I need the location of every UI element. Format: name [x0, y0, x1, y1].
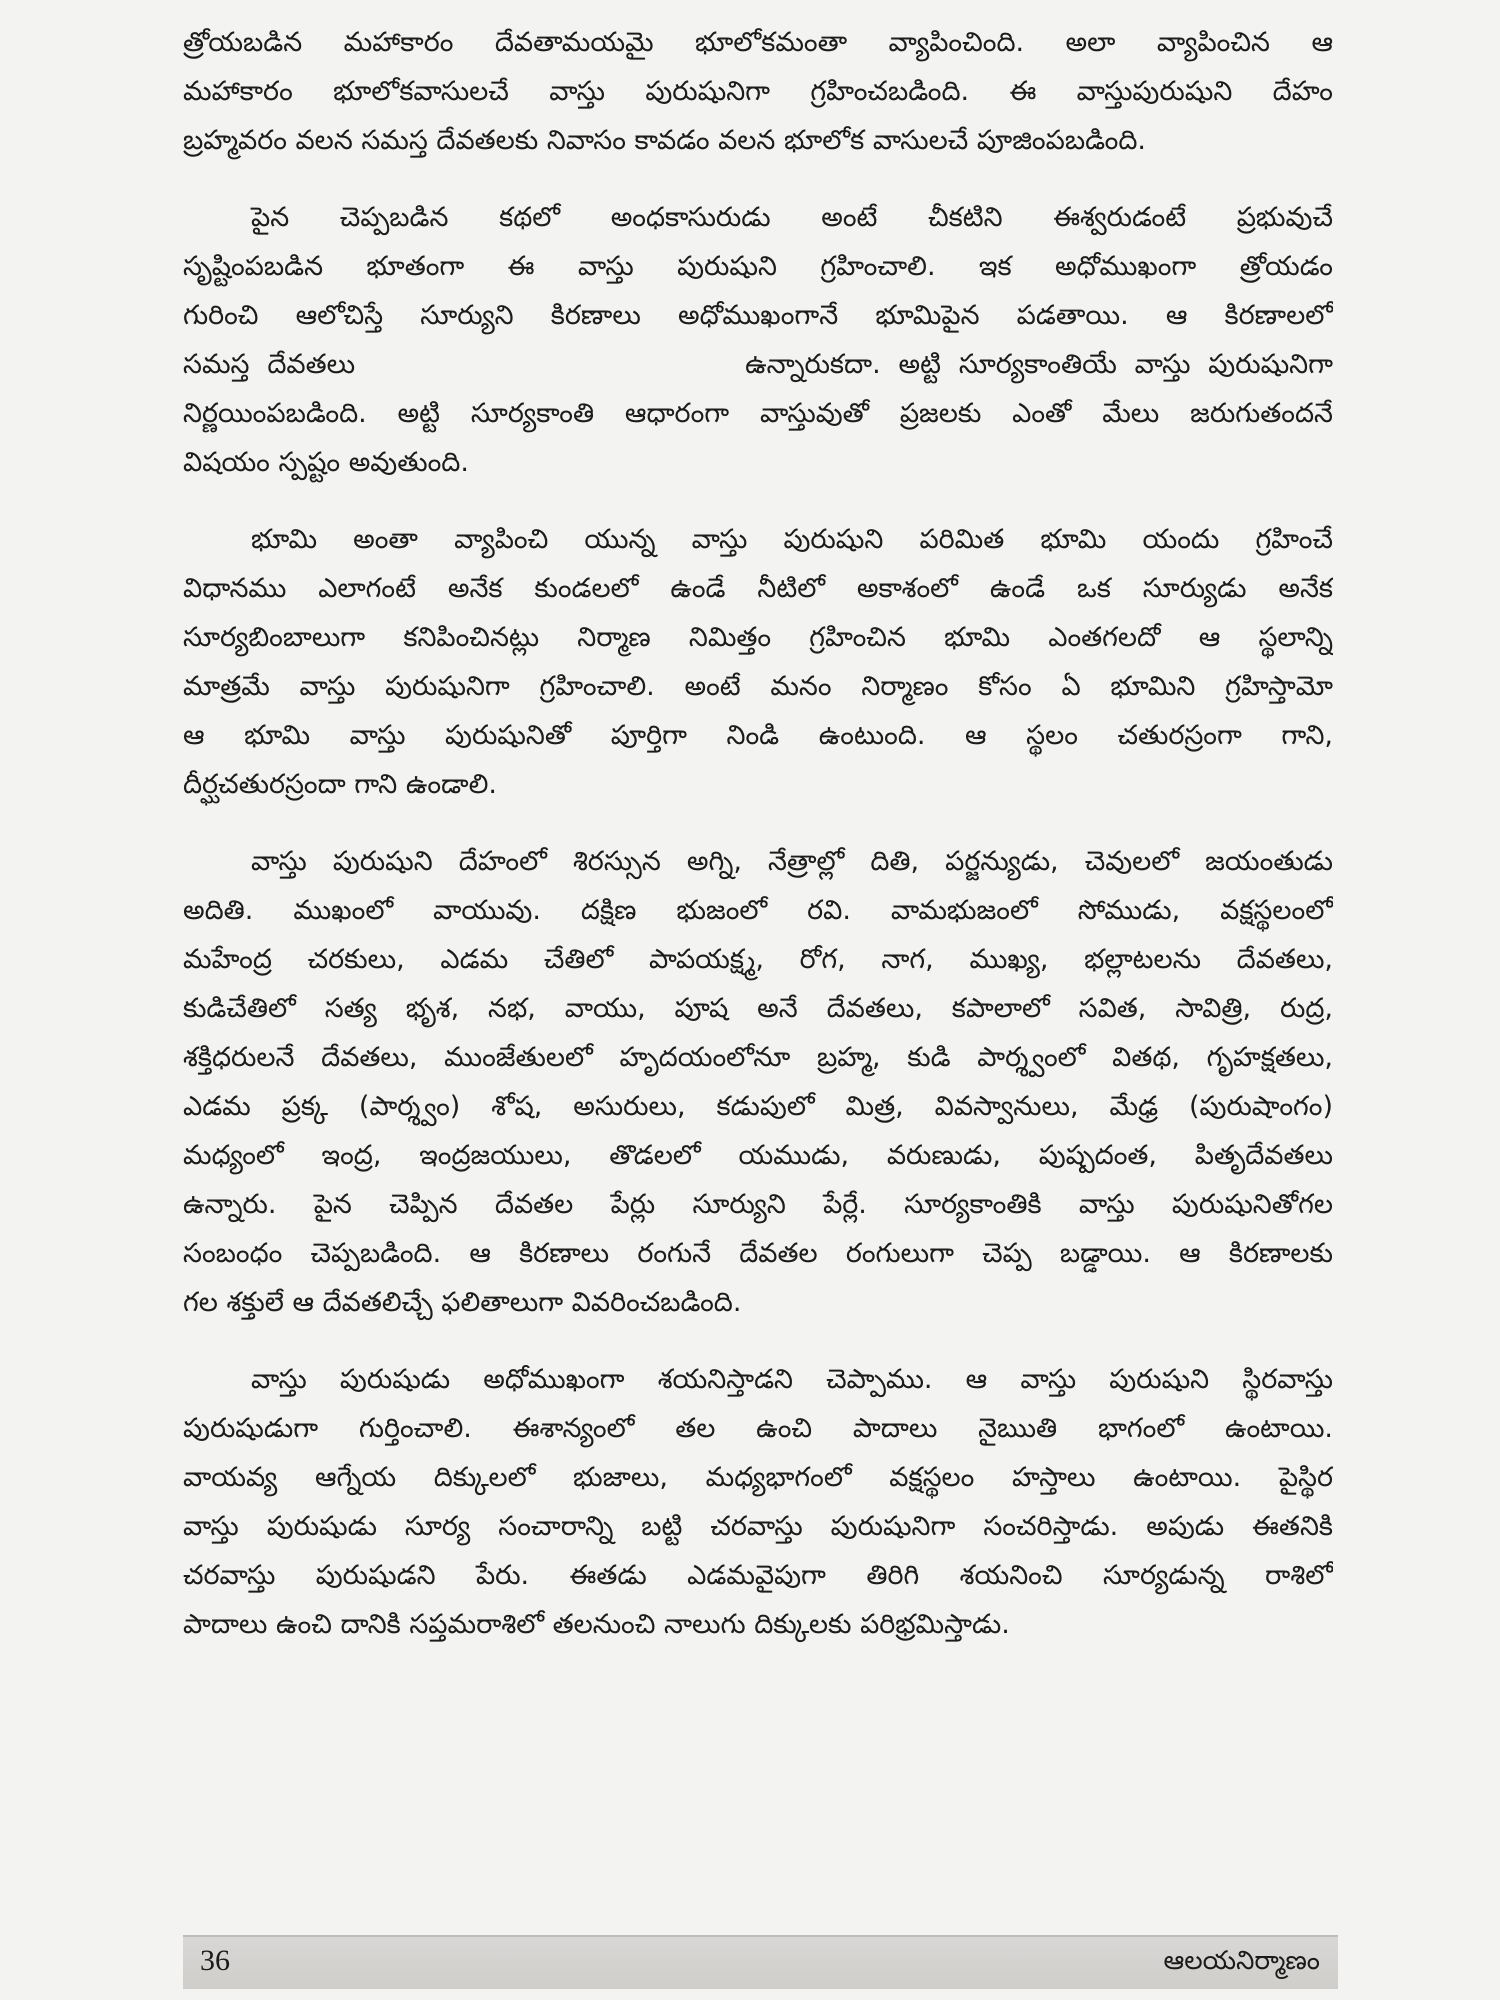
paragraph [183, 837, 1333, 1327]
text-line: విధానము ఎలాగంటే అనేక కుండలలో ఉండే నీటిలో అకాశంలో ఉండే ఒక సూర్యుడు అనేక [183, 573, 1333, 604]
paragraph [183, 515, 1333, 809]
line-segment: సమస్త దేవతలు [183, 349, 356, 380]
footer-book-title: ఆలయనిర్మాణం [1163, 1946, 1320, 1976]
text-line: చరవాస్తు పురుషుడని పేరు. ఈతడు ఎడమవైపుగా తిరిగి శయనించి సూర్యడున్న రాశిలో [183, 1560, 1333, 1591]
text-line: శక్తిధరులనే దేవతలు, ముంజేతులలో హృదయంలోనూ బ్రహ్మ, కుడి పార్శ్వంలో వితథ, గృహక్షతలు, [183, 1042, 1333, 1073]
text-line: అదితి. ముఖంలో వాయువు. దక్షిణ భుజంలో రవి. వామభుజంలో సోముడు, వక్షస్థలంలో [183, 895, 1333, 926]
text-line: వాస్తు పురుషుడు సూర్య సంచారాన్ని బట్టి చరవాస్తు పురుషునిగా సంచరిస్తాడు. అపుడు ఈతనికి [183, 1511, 1333, 1542]
paragraph [183, 18, 1333, 165]
text-line: సృష్టింపబడిన భూతంగా ఈ వాస్తు పురుషుని గ్రహించాలి. ఇక అధోముఖంగా త్రోయడం [183, 251, 1333, 282]
text-line: గల శక్తులే ఆ దేవతలిచ్చే ఫలితాలుగా వివరించబడింది. [183, 1287, 742, 1318]
text-line: కుడిచేతిలో సత్య భృశ, నభ, వాయు, పూష అనే దేవతలు, కపాలాలో సవిత, సావిత్రి, రుద్ర, [183, 993, 1333, 1024]
body-text [183, 18, 1333, 1878]
text-line: వాస్తు పురుషుడు అధోముఖంగా శయనిస్తాడని చెప్పాము. ఆ వాస్తు పురుషుని స్థిరవాస్తు [251, 1364, 1333, 1395]
text-line: ఉన్నారు. పైన చెప్పిన దేవతల పేర్లు సూర్యుని పేర్లే. సూర్యకాంతికి వాస్తు పురుషునితోగల [183, 1189, 1333, 1220]
paragraph [183, 1355, 1333, 1649]
text-line: విషయం స్పష్టం అవుతుంది. [183, 447, 469, 478]
text-line: పైన చెప్పబడిన కథలో అంధకాసురుడు అంటే చీకటిని ఈశ్వరుడంటే ప్రభువుచే [251, 202, 1333, 233]
text-line: మహేంద్ర చరకులు, ఎడమ చేతిలో పాపయక్ష్మ, రోగ, నాగ, ముఖ్య, భల్లాటలను దేవతలు, [183, 944, 1333, 975]
text-line: ఆ భూమి వాస్తు పురుషునితో పూర్తిగా నిండి ఉంటుంది. ఆ స్థలం చతురస్రంగా గాని, [183, 720, 1333, 751]
text-line: పురుషుడుగా గుర్తించాలి. ఈశాన్యంలో తల ఉంచి పాదాలు నైఋతి భాగంలో ఉంటాయి. [183, 1413, 1333, 1444]
text-line: మాత్రమే వాస్తు పురుషునిగా గ్రహించాలి. అంటే మనం నిర్మాణం కోసం ఏ భూమిని గ్రహిస్తామో [183, 671, 1333, 702]
line-segment: ఉన్నారుకదా. అట్టి సూర్యకాంతియే వాస్తు పురుషునిగా [745, 349, 1333, 380]
text-line: మహాకారం భూలోకవాసులచే వాస్తు పురుషునిగా గ్రహించబడింది. ఈ వాస్తుపురుషుని దేహం [183, 76, 1333, 107]
text-line: గురించి ఆలోచిస్తే సూర్యుని కిరణాలు అధోముఖంగానే భూమిపైన పడతాయి. ఆ కిరణాలలో [183, 300, 1333, 331]
text-line: బ్రహ్మవరం వలన సమస్త దేవతలకు నివాసం కావడం వలన భూలోక వాసులచే పూజింపబడింది. [183, 125, 1146, 156]
text-line: దీర్ఘచతురస్రందా గాని ఉండాలి. [183, 769, 497, 800]
text-line: పాదాలు ఉంచి దానికి సప్తమరాశిలో తలనుంచి నాలుగు దిక్కులకు పరిభ్రమిస్తాడు. [183, 1609, 1010, 1640]
text-line: మధ్యంలో ఇంద్ర, ఇంద్రజయులు, తొడలలో యముడు, వరుణుడు, పుష్పదంత, పితృదేవతలు [183, 1140, 1333, 1171]
text-line: వాస్తు పురుషుని దేహంలో శిరస్సున అగ్ని, నేత్రాల్లో దితి, పర్జన్యుడు, చెవులలో జయంతుడు [251, 846, 1333, 877]
paragraph [183, 193, 1333, 487]
text-line: భూమి అంతా వ్యాపించి యున్న వాస్తు పురుషుని పరిమిత భూమి యందు గ్రహించే [251, 524, 1333, 555]
text-line: సూర్యబింబాలుగా కనిపించినట్లు నిర్మాణ నిమిత్తం గ్రహించిన భూమి ఎంతగలదో ఆ స్థలాన్ని [183, 622, 1333, 653]
text-line: ఎడమ ప్రక్క (పార్శ్వం) శోష, అసురులు, కడుపులో మిత్ర, వివస్వానులు, మేఢ్ర (పురుషాంగం) [183, 1091, 1333, 1122]
page-number: 36 [200, 1944, 230, 1977]
text-line: నిర్ణయింపబడింది. అట్టి సూర్యకాంతి ఆధారంగా వాస్తువుతో ప్రజలకు ఎంతో మేలు జరుగుతందనే [183, 398, 1333, 429]
text-line: వాయవ్య ఆగ్నేయ దిక్కులలో భుజాలు, మధ్యభాగంలో వక్షస్థలం హస్తాలు ఉంటాయి. పైస్థిర [183, 1462, 1333, 1493]
text-line: సంబంధం చెప్పబడింది. ఆ కిరణాలు రంగునే దేవతల రంగులుగా చెప్ప బడ్డాయి. ఆ కిరణాలకు [183, 1238, 1333, 1269]
text-line: త్రోయబడిన మహాకారం దేవతామయమై భూలోకమంతా వ్యాపించింది. అలా వ్యాపించిన ఆ [183, 27, 1333, 58]
text-line-with-gap [183, 340, 1333, 389]
